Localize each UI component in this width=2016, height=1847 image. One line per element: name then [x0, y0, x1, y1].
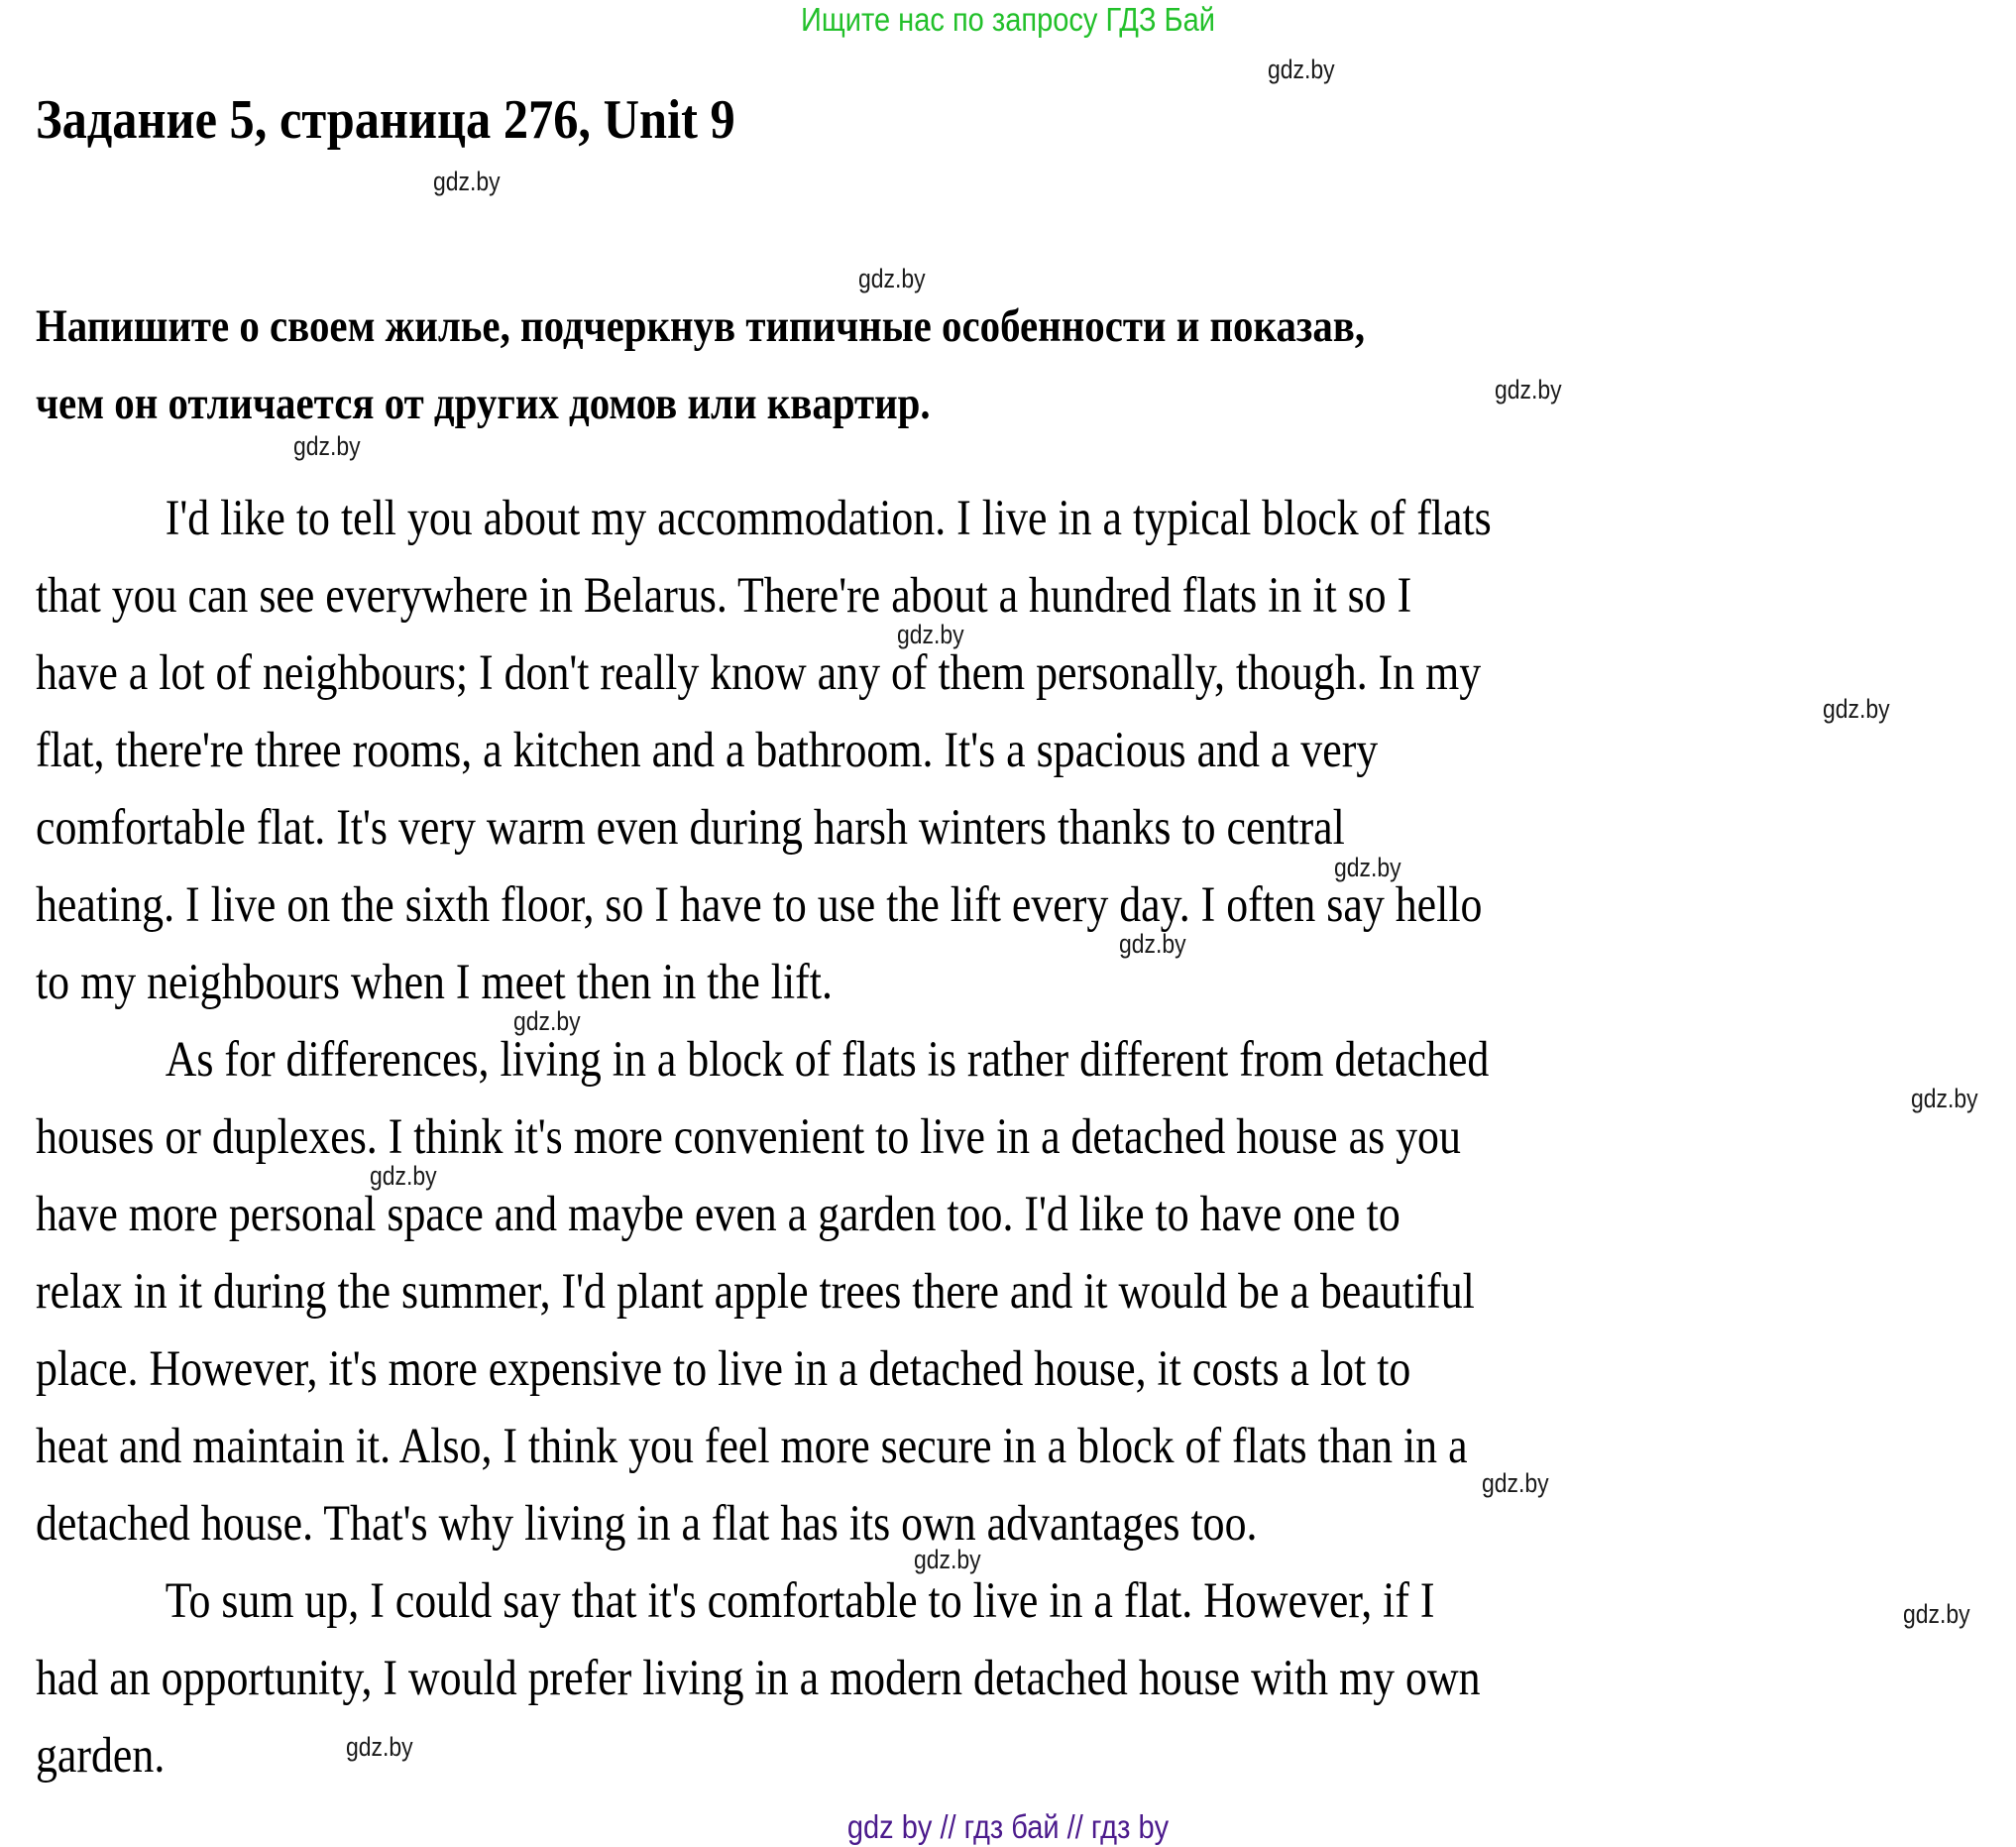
watermark: gdz.by — [897, 620, 964, 649]
paragraph-3-start: To sum up, I could say that it's comfortable to live in a flat. However, if I — [165, 1573, 1435, 1629]
answer-text — [36, 480, 1492, 1794]
watermark: gdz.by — [1495, 375, 1562, 404]
body-line: have more personal space and maybe even a garden too. I'd like to have one to — [36, 1187, 1400, 1242]
watermark: gdz.by — [1334, 853, 1401, 882]
body-line: flat, there're three rooms, a kitchen and a bathroom. It's a spacious and a very — [36, 723, 1379, 778]
page-title: Задание 5, страница 276, Unit 9 — [36, 89, 735, 151]
watermark: gdz.by — [1823, 694, 1890, 724]
watermark: gdz.by — [1911, 1084, 1978, 1113]
task-instruction — [36, 288, 1365, 442]
watermark: gdz.by — [1903, 1599, 1970, 1629]
body-line: heat and maintain it. Also, I think you feel more secure in a block of flats than in a — [36, 1419, 1468, 1474]
body-line: place. However, it's more expensive to live in a detached house, it costs a lot to — [36, 1341, 1411, 1397]
watermark: gdz.by — [1119, 929, 1186, 959]
task-line: чем он отличается от других домов или квартир. — [36, 378, 931, 429]
body-line: had an opportunity, I would prefer living in a modern detached house with my own — [36, 1651, 1481, 1706]
watermark: gdz.by — [346, 1732, 413, 1762]
body-line: have a lot of neighbours; I don't really know any of them personally, though. In my — [36, 645, 1482, 701]
body-line: heating. I live on the sixth floor, so I have to use the lift every day. I often say hello — [36, 877, 1483, 933]
watermark: gdz.by — [370, 1161, 437, 1191]
watermark: gdz.by — [1482, 1468, 1549, 1498]
watermark: gdz.by — [1268, 55, 1335, 84]
body-line: that you can see everywhere in Belarus. There're about a hundred flats in it so I — [36, 568, 1412, 624]
body-line: garden. — [36, 1728, 166, 1784]
body-line: to my neighbours when I meet then in the lift. — [36, 955, 833, 1010]
body-line: relax in it during the summer, I'd plant apple trees there and it would be a beautiful — [36, 1264, 1475, 1320]
watermark: gdz.by — [433, 167, 501, 196]
body-line: detached house. That's why living in a flat has its own advantages too. — [36, 1496, 1258, 1552]
watermark: gdz.by — [914, 1545, 981, 1574]
watermark: gdz.by — [858, 264, 926, 293]
paragraph-2-start: As for differences, living in a block of flats is rather different from detached — [165, 1032, 1490, 1088]
footer-links: gdz by // гдз бай // гдз by — [846, 1808, 1170, 1845]
watermark: gdz.by — [513, 1006, 581, 1036]
watermark: gdz.by — [293, 431, 361, 461]
paragraph-1-start: I'd like to tell you about my accommodation. I live in a typical block of flats — [165, 491, 1492, 546]
search-hint-banner: Ищите нас по запросу ГДЗ Бай — [801, 1, 1215, 38]
task-line: Напишите о своем жилье, подчеркнув типичные особенности и показав, — [36, 300, 1366, 352]
body-line: houses or duplexes. I think it's more convenient to live in a detached house as you — [36, 1109, 1461, 1165]
body-line: comfortable flat. It's very warm even during harsh winters thanks to central — [36, 800, 1345, 856]
